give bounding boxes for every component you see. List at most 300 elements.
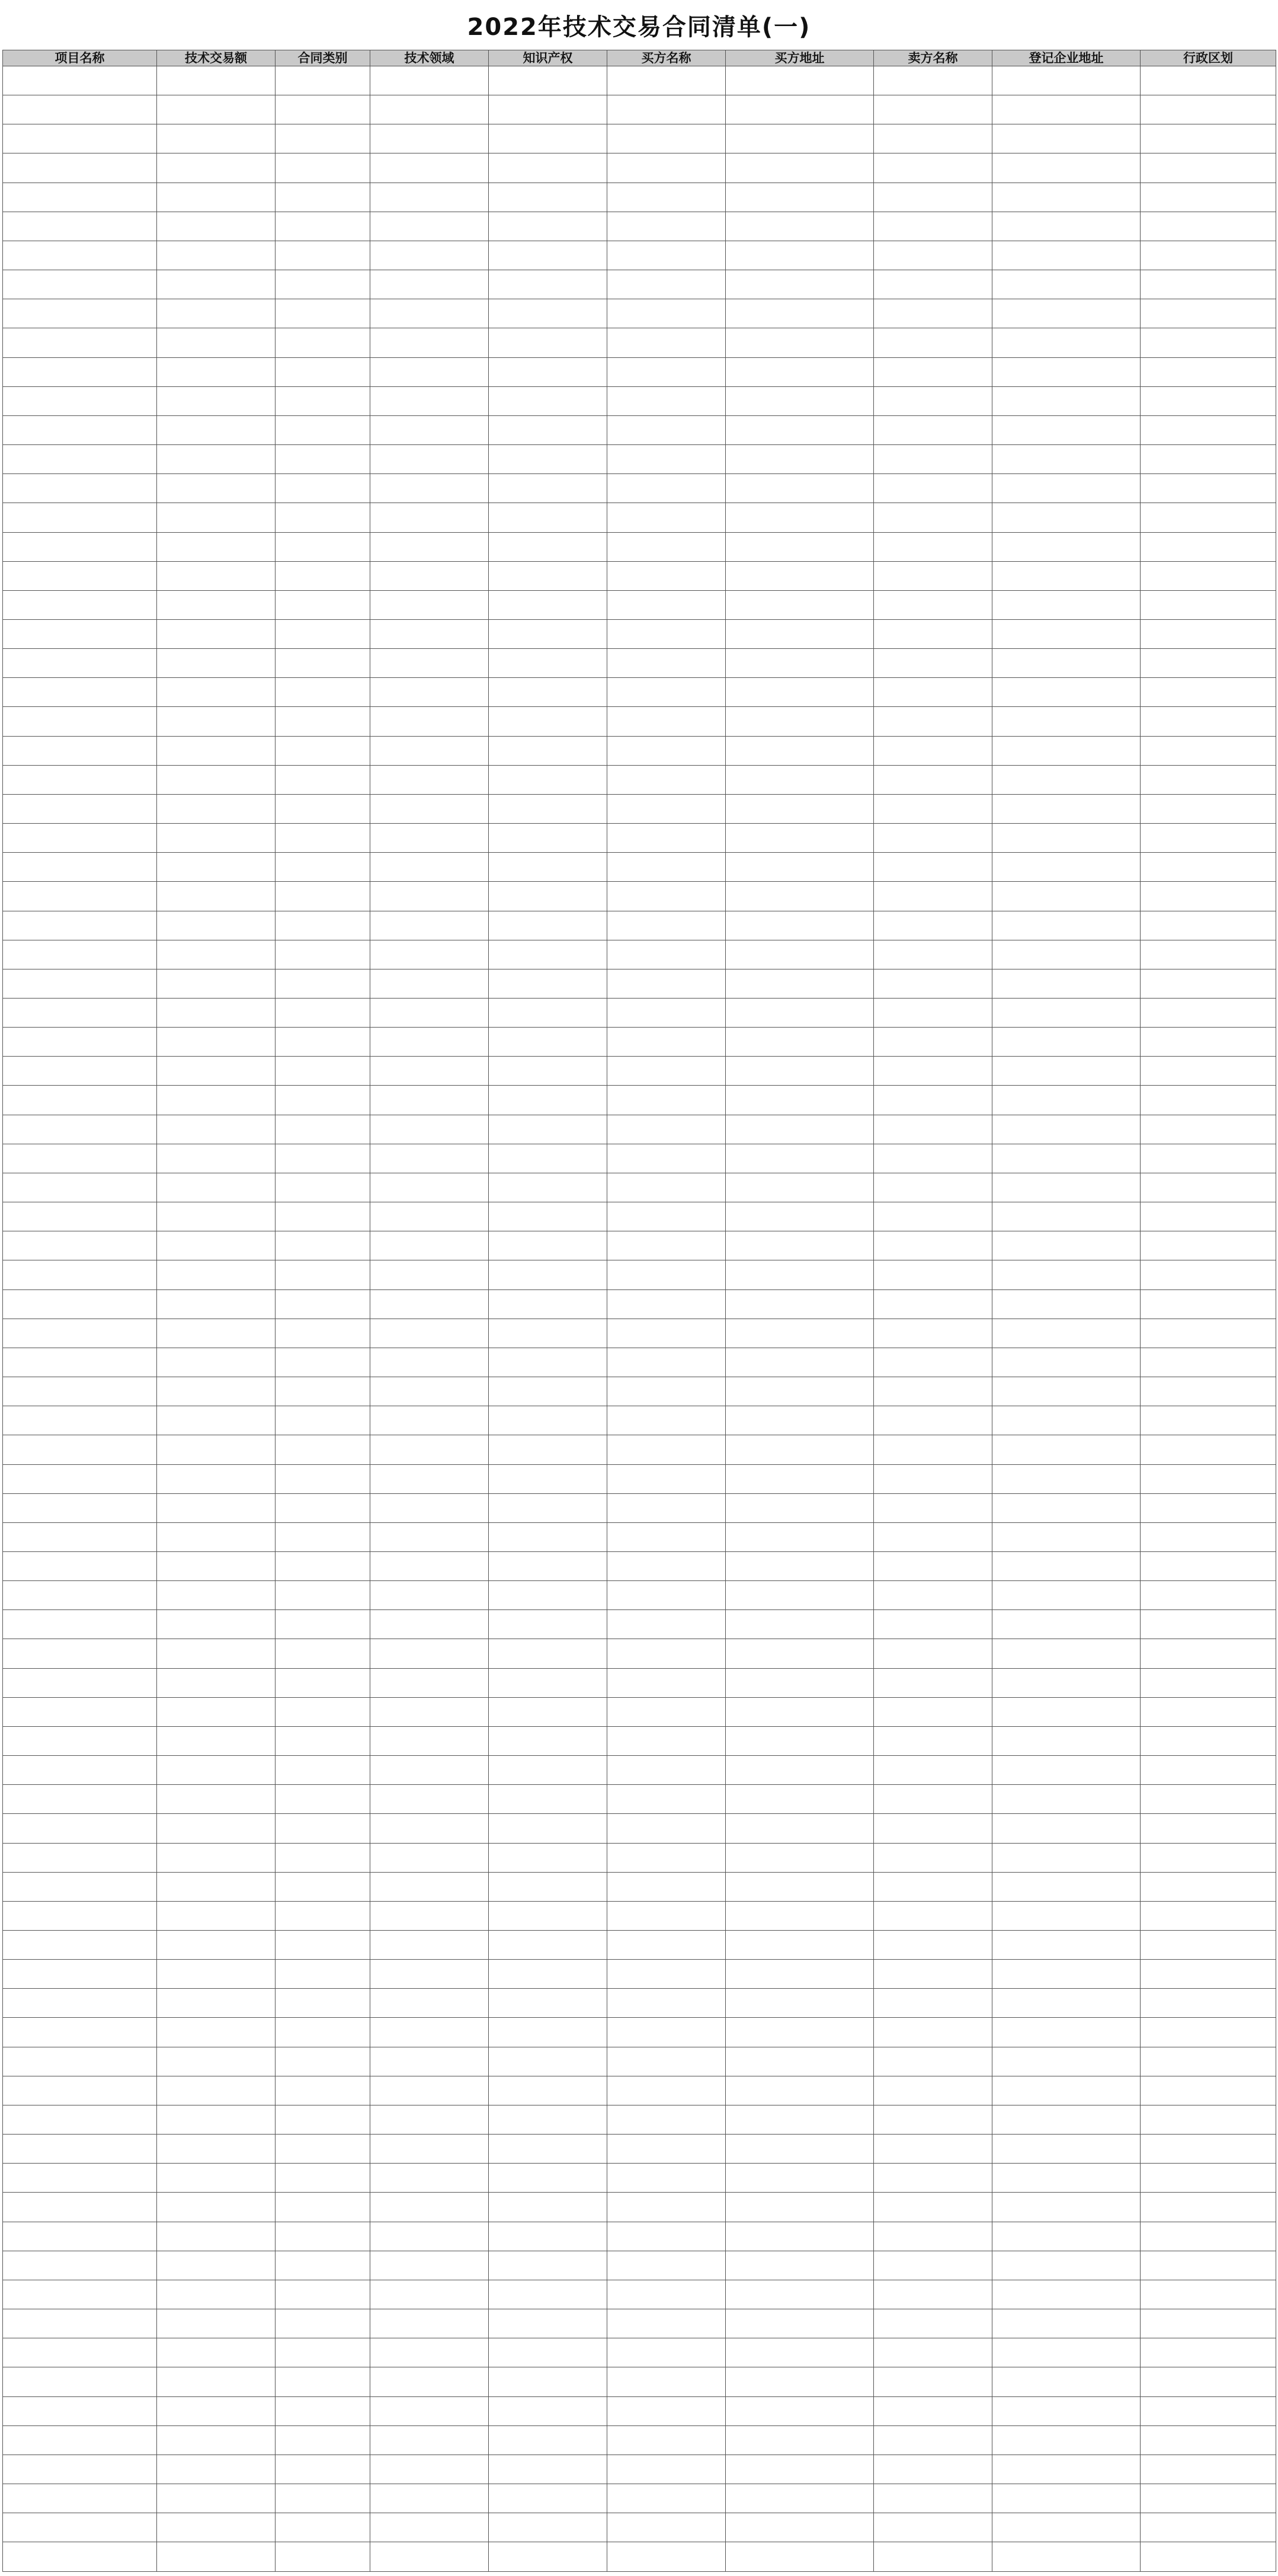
cell-seller-name: [874, 2222, 992, 2251]
cell-ip: [489, 1960, 607, 1989]
table-row: [3, 1173, 1276, 1202]
cell-tech-field: [370, 1144, 489, 1173]
cell-registered-address: [992, 824, 1141, 853]
cell-buyer-address: [726, 1960, 874, 1989]
cell-tech-field: [370, 2135, 489, 2164]
cell-district: [1141, 2542, 1276, 2572]
cell-seller-name: [874, 853, 992, 882]
table-row: [3, 2484, 1276, 2513]
table-row: [3, 1697, 1276, 1726]
cell-registered-address: [992, 1348, 1141, 1377]
cell-district: [1141, 386, 1276, 415]
cell-buyer-name: [607, 183, 726, 212]
cell-project-name: [3, 619, 157, 648]
cell-seller-name: [874, 124, 992, 153]
cell-contract-type: [276, 649, 370, 678]
cell-seller-name: [874, 357, 992, 386]
cell-tech-field: [370, 1086, 489, 1115]
cell-tech-field: [370, 415, 489, 444]
cell-district: [1141, 299, 1276, 328]
cell-district: [1141, 1493, 1276, 1522]
cell-buyer-address: [726, 124, 874, 153]
cell-buyer-name: [607, 503, 726, 532]
cell-amount: [157, 2455, 276, 2484]
cell-buyer-name: [607, 2047, 726, 2076]
cell-buyer-address: [726, 590, 874, 619]
cell-ip: [489, 1522, 607, 1551]
cell-tech-field: [370, 2105, 489, 2134]
cell-buyer-address: [726, 940, 874, 969]
cell-registered-address: [992, 2367, 1141, 2396]
table-row: [3, 2513, 1276, 2542]
cell-contract-type: [276, 95, 370, 124]
cell-buyer-name: [607, 1231, 726, 1260]
cell-tech-field: [370, 1931, 489, 1960]
cell-buyer-name: [607, 678, 726, 707]
cell-buyer-address: [726, 1231, 874, 1260]
cell-project-name: [3, 2309, 157, 2338]
cell-buyer-name: [607, 386, 726, 415]
cell-ip: [489, 1115, 607, 1144]
cell-seller-name: [874, 1610, 992, 1639]
cell-project-name: [3, 590, 157, 619]
cell-amount: [157, 2338, 276, 2367]
cell-amount: [157, 1493, 276, 1522]
cell-seller-name: [874, 445, 992, 474]
cell-district: [1141, 2193, 1276, 2222]
cell-seller-name: [874, 824, 992, 853]
table-row: [3, 2076, 1276, 2105]
cell-registered-address: [992, 183, 1141, 212]
cell-district: [1141, 445, 1276, 474]
cell-ip: [489, 299, 607, 328]
cell-ip: [489, 1901, 607, 1930]
cell-registered-address: [992, 1260, 1141, 1289]
cell-buyer-address: [726, 969, 874, 998]
table-row: [3, 2542, 1276, 2572]
cell-tech-field: [370, 1610, 489, 1639]
cell-buyer-name: [607, 2193, 726, 2222]
table-row: [3, 1610, 1276, 1639]
cell-ip: [489, 1260, 607, 1289]
cell-ip: [489, 561, 607, 590]
cell-ip: [489, 2251, 607, 2280]
col-header-district: 行政区划: [1141, 50, 1276, 66]
cell-buyer-address: [726, 853, 874, 882]
cell-seller-name: [874, 153, 992, 183]
cell-ip: [489, 1406, 607, 1435]
cell-tech-field: [370, 969, 489, 998]
cell-buyer-name: [607, 2425, 726, 2455]
table-row: [3, 1960, 1276, 1989]
cell-ip: [489, 794, 607, 823]
cell-seller-name: [874, 2484, 992, 2513]
cell-tech-field: [370, 2164, 489, 2193]
cell-contract-type: [276, 357, 370, 386]
cell-amount: [157, 1028, 276, 1057]
cell-contract-type: [276, 794, 370, 823]
cell-seller-name: [874, 1057, 992, 1086]
cell-registered-address: [992, 2251, 1141, 2280]
cell-buyer-address: [726, 1493, 874, 1522]
cell-contract-type: [276, 1901, 370, 1930]
table-row: [3, 1901, 1276, 1930]
cell-buyer-address: [726, 1551, 874, 1580]
cell-contract-type: [276, 707, 370, 736]
cell-ip: [489, 2135, 607, 2164]
cell-buyer-address: [726, 882, 874, 911]
cell-amount: [157, 1872, 276, 1901]
cell-tech-field: [370, 299, 489, 328]
cell-contract-type: [276, 1406, 370, 1435]
cell-buyer-name: [607, 2455, 726, 2484]
cell-contract-type: [276, 299, 370, 328]
cell-tech-field: [370, 999, 489, 1028]
cell-district: [1141, 1814, 1276, 1843]
cell-district: [1141, 736, 1276, 765]
cell-buyer-name: [607, 2338, 726, 2367]
col-header-tech-field: 技术领域: [370, 50, 489, 66]
cell-seller-name: [874, 1639, 992, 1668]
cell-ip: [489, 503, 607, 532]
cell-contract-type: [276, 1289, 370, 1319]
cell-ip: [489, 66, 607, 95]
cell-amount: [157, 619, 276, 648]
cell-district: [1141, 707, 1276, 736]
cell-buyer-address: [726, 1668, 874, 1697]
cell-buyer-address: [726, 95, 874, 124]
cell-district: [1141, 212, 1276, 241]
cell-amount: [157, 882, 276, 911]
cell-tech-field: [370, 1726, 489, 1755]
cell-buyer-name: [607, 1202, 726, 1231]
cell-amount: [157, 2367, 276, 2396]
cell-amount: [157, 1173, 276, 1202]
cell-project-name: [3, 1901, 157, 1930]
cell-registered-address: [992, 1960, 1141, 1989]
cell-amount: [157, 561, 276, 590]
cell-district: [1141, 2076, 1276, 2105]
cell-tech-field: [370, 1435, 489, 1464]
cell-tech-field: [370, 2396, 489, 2425]
cell-tech-field: [370, 2338, 489, 2367]
cell-district: [1141, 1639, 1276, 1668]
cell-district: [1141, 969, 1276, 998]
cell-registered-address: [992, 1406, 1141, 1435]
cell-seller-name: [874, 2542, 992, 2572]
cell-district: [1141, 474, 1276, 503]
cell-tech-field: [370, 1697, 489, 1726]
cell-buyer-address: [726, 1931, 874, 1960]
cell-contract-type: [276, 1756, 370, 1785]
cell-ip: [489, 1814, 607, 1843]
table-row: [3, 386, 1276, 415]
cell-buyer-name: [607, 1522, 726, 1551]
cell-amount: [157, 1726, 276, 1755]
cell-project-name: [3, 1726, 157, 1755]
cell-seller-name: [874, 765, 992, 794]
cell-tech-field: [370, 590, 489, 619]
cell-contract-type: [276, 969, 370, 998]
cell-seller-name: [874, 1173, 992, 1202]
cell-registered-address: [992, 1551, 1141, 1580]
cell-ip: [489, 2222, 607, 2251]
cell-registered-address: [992, 241, 1141, 270]
cell-contract-type: [276, 2367, 370, 2396]
cell-project-name: [3, 678, 157, 707]
cell-amount: [157, 2105, 276, 2134]
cell-amount: [157, 299, 276, 328]
cell-seller-name: [874, 940, 992, 969]
cell-contract-type: [276, 1493, 370, 1522]
cell-amount: [157, 2047, 276, 2076]
cell-contract-type: [276, 1581, 370, 1610]
cell-registered-address: [992, 1377, 1141, 1406]
cell-project-name: [3, 299, 157, 328]
table-row: [3, 95, 1276, 124]
cell-buyer-address: [726, 824, 874, 853]
cell-buyer-name: [607, 707, 726, 736]
cell-project-name: [3, 940, 157, 969]
cell-contract-type: [276, 561, 370, 590]
cell-seller-name: [874, 969, 992, 998]
cell-ip: [489, 2367, 607, 2396]
cell-project-name: [3, 1872, 157, 1901]
cell-buyer-name: [607, 299, 726, 328]
cell-buyer-name: [607, 1931, 726, 1960]
cell-buyer-address: [726, 212, 874, 241]
table-row: [3, 1260, 1276, 1289]
cell-tech-field: [370, 503, 489, 532]
cell-buyer-name: [607, 2164, 726, 2193]
cell-buyer-name: [607, 124, 726, 153]
cell-tech-field: [370, 1231, 489, 1260]
cell-district: [1141, 2455, 1276, 2484]
cell-ip: [489, 2484, 607, 2513]
cell-buyer-address: [726, 1901, 874, 1930]
table-row: [3, 765, 1276, 794]
table-row: [3, 619, 1276, 648]
table-row: [3, 999, 1276, 1028]
col-header-amount: 技术交易额: [157, 50, 276, 66]
cell-buyer-name: [607, 474, 726, 503]
cell-district: [1141, 1086, 1276, 1115]
cell-seller-name: [874, 1581, 992, 1610]
cell-registered-address: [992, 1668, 1141, 1697]
cell-contract-type: [276, 1464, 370, 1493]
table-row: [3, 2338, 1276, 2367]
cell-amount: [157, 794, 276, 823]
cell-contract-type: [276, 678, 370, 707]
cell-ip: [489, 824, 607, 853]
cell-project-name: [3, 2425, 157, 2455]
cell-ip: [489, 1843, 607, 1872]
cell-seller-name: [874, 619, 992, 648]
cell-tech-field: [370, 1756, 489, 1785]
cell-registered-address: [992, 1756, 1141, 1785]
cell-ip: [489, 1464, 607, 1493]
cell-contract-type: [276, 415, 370, 444]
cell-seller-name: [874, 2396, 992, 2425]
cell-contract-type: [276, 2338, 370, 2367]
cell-project-name: [3, 2105, 157, 2134]
cell-registered-address: [992, 2135, 1141, 2164]
cell-seller-name: [874, 1668, 992, 1697]
cell-seller-name: [874, 2513, 992, 2542]
cell-contract-type: [276, 2280, 370, 2309]
cell-project-name: [3, 2018, 157, 2047]
cell-contract-type: [276, 940, 370, 969]
cell-registered-address: [992, 386, 1141, 415]
cell-ip: [489, 853, 607, 882]
cell-district: [1141, 882, 1276, 911]
cell-tech-field: [370, 270, 489, 299]
cell-project-name: [3, 1406, 157, 1435]
cell-registered-address: [992, 853, 1141, 882]
cell-project-name: [3, 66, 157, 95]
cell-registered-address: [992, 1522, 1141, 1551]
cell-ip: [489, 2193, 607, 2222]
cell-amount: [157, 824, 276, 853]
cell-project-name: [3, 1057, 157, 1086]
cell-registered-address: [992, 940, 1141, 969]
cell-buyer-address: [726, 619, 874, 648]
cell-district: [1141, 2396, 1276, 2425]
cell-ip: [489, 1319, 607, 1348]
cell-ip: [489, 590, 607, 619]
table-row: [3, 882, 1276, 911]
table-row: [3, 2280, 1276, 2309]
cell-project-name: [3, 2076, 157, 2105]
cell-buyer-address: [726, 2513, 874, 2542]
table-row: [3, 212, 1276, 241]
cell-buyer-name: [607, 66, 726, 95]
cell-tech-field: [370, 1348, 489, 1377]
cell-project-name: [3, 2338, 157, 2367]
cell-registered-address: [992, 2164, 1141, 2193]
cell-contract-type: [276, 445, 370, 474]
cell-contract-type: [276, 2047, 370, 2076]
cell-contract-type: [276, 328, 370, 357]
cell-contract-type: [276, 2222, 370, 2251]
cell-tech-field: [370, 1639, 489, 1668]
cell-buyer-name: [607, 824, 726, 853]
cell-contract-type: [276, 1435, 370, 1464]
cell-seller-name: [874, 1086, 992, 1115]
cell-tech-field: [370, 1522, 489, 1551]
table-row: [3, 1348, 1276, 1377]
cell-tech-field: [370, 2484, 489, 2513]
cell-buyer-name: [607, 270, 726, 299]
table-row: [3, 1668, 1276, 1697]
cell-buyer-name: [607, 1348, 726, 1377]
cell-project-name: [3, 153, 157, 183]
cell-amount: [157, 1668, 276, 1697]
cell-registered-address: [992, 1086, 1141, 1115]
cell-contract-type: [276, 1144, 370, 1173]
cell-seller-name: [874, 1260, 992, 1289]
cell-amount: [157, 1931, 276, 1960]
cell-district: [1141, 1785, 1276, 1814]
cell-ip: [489, 882, 607, 911]
cell-buyer-name: [607, 2367, 726, 2396]
cell-contract-type: [276, 853, 370, 882]
cell-buyer-address: [726, 2425, 874, 2455]
cell-tech-field: [370, 1668, 489, 1697]
cell-seller-name: [874, 2338, 992, 2367]
cell-district: [1141, 2425, 1276, 2455]
cell-tech-field: [370, 2222, 489, 2251]
cell-ip: [489, 2425, 607, 2455]
cell-registered-address: [992, 532, 1141, 561]
cell-district: [1141, 1989, 1276, 2018]
cell-buyer-name: [607, 1901, 726, 1930]
cell-seller-name: [874, 736, 992, 765]
cell-seller-name: [874, 1551, 992, 1580]
cell-contract-type: [276, 1551, 370, 1580]
cell-amount: [157, 503, 276, 532]
page-title: 2022年技术交易合同清单(一): [467, 14, 811, 41]
table-row: [3, 678, 1276, 707]
cell-contract-type: [276, 1697, 370, 1726]
cell-buyer-address: [726, 357, 874, 386]
cell-district: [1141, 415, 1276, 444]
cell-ip: [489, 1726, 607, 1755]
cell-seller-name: [874, 1115, 992, 1144]
cell-registered-address: [992, 1872, 1141, 1901]
cell-district: [1141, 1173, 1276, 1202]
cell-registered-address: [992, 1785, 1141, 1814]
cell-buyer-address: [726, 2105, 874, 2134]
cell-tech-field: [370, 1406, 489, 1435]
cell-project-name: [3, 503, 157, 532]
cell-ip: [489, 736, 607, 765]
cell-buyer-address: [726, 1086, 874, 1115]
table-row: [3, 532, 1276, 561]
cell-buyer-name: [607, 1726, 726, 1755]
cell-registered-address: [992, 1697, 1141, 1726]
cell-registered-address: [992, 2396, 1141, 2425]
cell-district: [1141, 1726, 1276, 1755]
table-row: [3, 2396, 1276, 2425]
cell-ip: [489, 1989, 607, 2018]
table-row: [3, 2193, 1276, 2222]
col-header-project-name: 项目名称: [3, 50, 157, 66]
cell-buyer-address: [726, 707, 874, 736]
cell-seller-name: [874, 212, 992, 241]
cell-registered-address: [992, 328, 1141, 357]
table-body: [3, 66, 1276, 2572]
cell-contract-type: [276, 241, 370, 270]
cell-tech-field: [370, 765, 489, 794]
cell-district: [1141, 1144, 1276, 1173]
cell-buyer-address: [726, 999, 874, 1028]
cell-amount: [157, 853, 276, 882]
cell-seller-name: [874, 1726, 992, 1755]
cell-buyer-name: [607, 2280, 726, 2309]
cell-ip: [489, 241, 607, 270]
cell-tech-field: [370, 2513, 489, 2542]
table-row: [3, 415, 1276, 444]
table-row: [3, 1581, 1276, 1610]
cell-district: [1141, 124, 1276, 153]
cell-contract-type: [276, 1931, 370, 1960]
cell-amount: [157, 940, 276, 969]
cell-seller-name: [874, 2309, 992, 2338]
cell-contract-type: [276, 1260, 370, 1289]
cell-contract-type: [276, 1610, 370, 1639]
cell-project-name: [3, 1260, 157, 1289]
